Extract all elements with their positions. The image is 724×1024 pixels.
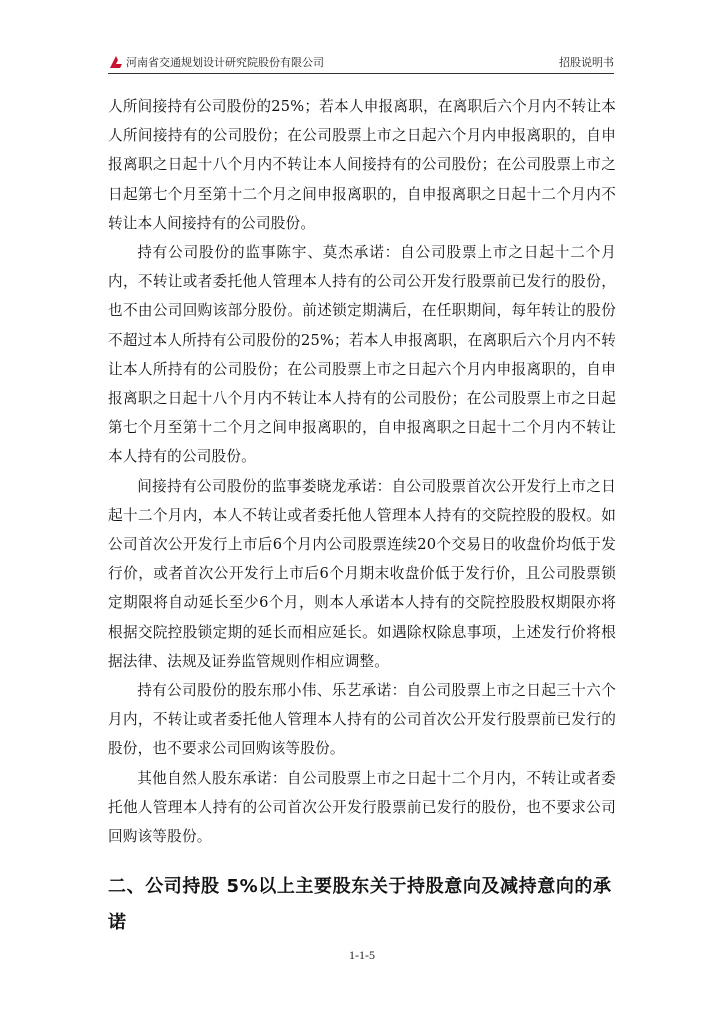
- document-body: [108, 92, 616, 941]
- header-company-name: 河南省交通规划设计研究院股份有限公司: [126, 56, 324, 69]
- header-doc-type: 招股说明书: [559, 56, 614, 69]
- section-title: 二、公司持股 5%以上主要股东关于持股意向及减持意向的承诺: [108, 876, 612, 934]
- header-left: [108, 54, 324, 70]
- company-logo-icon: [108, 54, 124, 70]
- page-header: [108, 48, 614, 74]
- paragraph-other-shareholders: 其他自然人股东承诺：自公司股票上市之日起十二个月内，不转让或者委托他人管理本人持有的公司首次公开发行股票前已发行的股份，也不要求公司回购该等股份。: [108, 769, 616, 846]
- page-number: 1-1-5: [349, 948, 375, 962]
- paragraph-continuation: 人所间接持有公司股份的25%；若本人申报离职，在离职后六个月内不转让本人所间接持有的公司股份；在公司股票上市之日起六个月内申报离职的，自申报离职之日起十八个月内不转让本人间接持有的公司股份；在公司股票上市之日起第七个月至第十二个月之间申报离职的，自申报离职之日起十二个月内不转让本人间接持有的公司股份。: [108, 98, 616, 232]
- paragraph-shareholder-commitment: 持有公司股份的股东邢小伟、乐艺承诺：自公司股票上市之日起三十六个月内，不转让或者委托他人管理本人持有的公司首次公开发行股票前已发行的股份，也不要求公司回购该等股份。: [108, 682, 616, 758]
- paragraph-indirect-supervisor-commitment: 间接持有公司股份的监事娄晓龙承诺：自公司股票首次公开发行上市之日起十二个月内，本人不转让或者委托他人管理本人持有的交院控股的股权。如公司首次公开发行上市后6个月内公司股票连续20个交易日的收盘价均低于发行价，或者首次公开发行上市后6个月期末收盘价低于发行价，且公司股票锁定期限将自动延长至少6个月，则本人承诺本人持有的交院控股股权期限亦将根据交院控股锁定期的延长而相应延长。如遇除权除息事项，上述发行价将根据法律、法规及证券监管规则作相应调整。: [108, 477, 616, 670]
- paragraph-supervisor-commitment: 持有公司股份的监事陈宇、莫杰承诺：自公司股票上市之日起十二个月内，不转让或者委托他人管理本人持有的公司公开发行股票前已发行的股份，也不由公司回购该部分股份。前述锁定期满后，在任职期间，每年转让的股份不超过本人所持有公司股份的25%；若本人申报离职，在离职后六个月内不转让本人所持有的公司股份；在公司股票上市之日起六个月内申报离职的，自申报离职之日起十八个月内不转让本人持有的公司股份；在公司股票上市之日起第七个月至第十二个月之间申报离职的，自申报离职之日起十二个月内不转让本人持有的公司股份。: [108, 244, 616, 466]
